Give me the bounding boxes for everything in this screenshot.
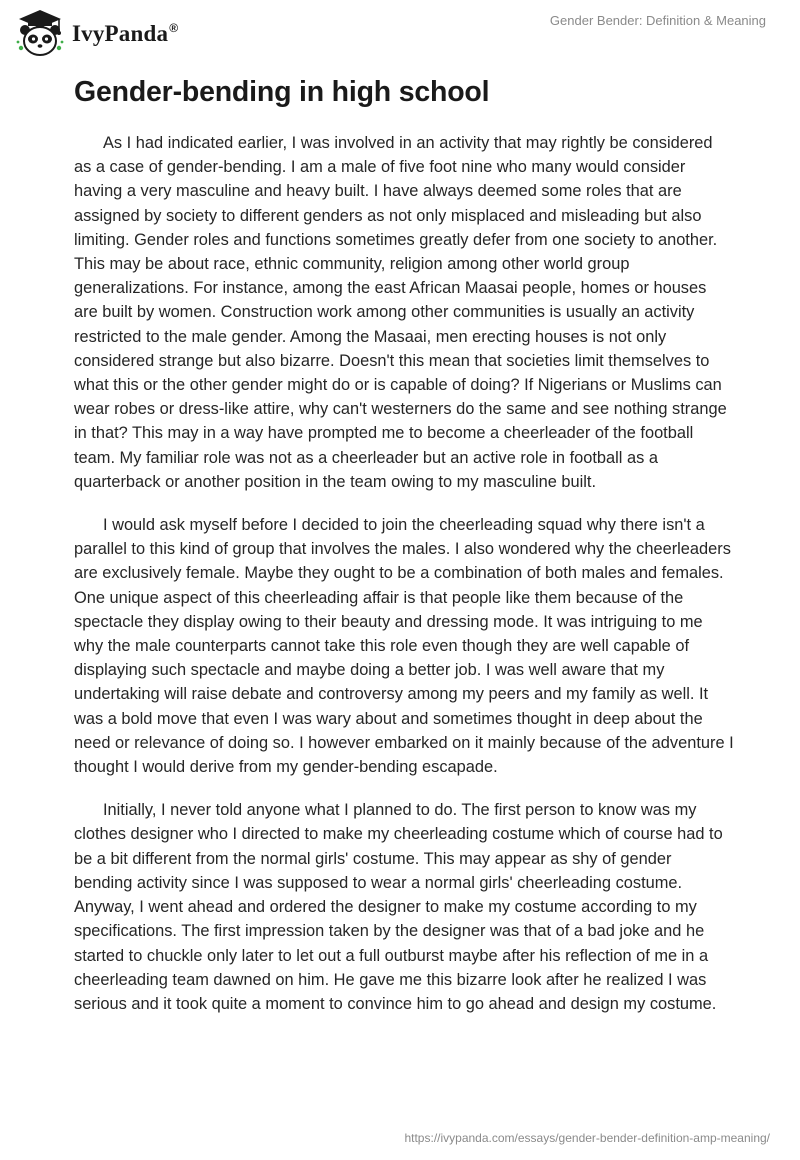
paragraph-1: As I had indicated earlier, I was involved in an activity that may rightly be considered as a case of gender-bending. I am a male of five foot nine who many would consider having a very masculine and heavy built. I have always deemed some roles that are assigned by society to different genders as not only misplaced and misleading but also limiting. Gender roles and functions sometimes greatly defer from one society to another. This may be about race, ethnic community, religion among other world group generalizations. For instance, among the east African Maasai people, homes or houses are built by women. Construction work among other communities is usually an activity restricted to the male gender. Among the Masaai, men erecting houses is not only considered strange but also bizarre. Doesn't this mean that societies limit themselves to what this or the other gender might do or is capable of doing? If Nigerians or Muslims can wear robes or dress-like attire, why can't westerners do the same and see nothing strange in that? This may in a way have prompted me to become a cheerleader of the football team. My familiar role was not as a cheerleader but an active role in football as a quarterback or another position in the team owing to my masculine built. xyxy=(74,134,727,491)
panda-graduation-cap-icon xyxy=(14,8,66,58)
paragraph-3: Initially, I never told anyone what I planned to do. The first person to know was my clothes designer who I directed to make my cheerleading costume which of course had to be a bit different from the normal girls' costume. This may appear as shy of gender bending activity since I was supposed to wear a normal girls' cheerleading costume. Anyway, I went ahead and ordered the designer to make my costume according to my specifications. The first impression taken by the designer was that of a bad joke and he started to chuckle only later to let out a full outburst maybe after his reflection of me in a cheerleading team dawned on him. He gave me this bizarre look after he realized I was serious and it took quite a moment to convince him to go ahead and design my costume. xyxy=(74,801,723,1013)
registered-mark: ® xyxy=(169,21,179,36)
essay-content xyxy=(74,74,734,1035)
brand-name xyxy=(72,21,178,47)
brand-logo[interactable] xyxy=(14,8,178,58)
brand-name-text: IvyPanda xyxy=(72,21,169,46)
paragraph-2: I would ask myself before I decided to join the cheerleading squad why there isn't a parallel to this kind of group that involves the males. I also wondered why the cheerleaders are exclusively female. Maybe they ought to be a combination of both males and females. One unique aspect of this cheerleading affair is that people like them because of the spectacle they display owing to their beauty and dressing mode. It was intriguing to me why the male counterparts cannot take this role even though they are well capable of displaying such spectacle and maybe doing a better job. I was well aware that my undertaking will raise debate and controversy among my peers and my family as well. It was a bold move that even I was wary about and sometimes thought in deep about the need or relevance of doing so. I however embarked on it mainly because of the adventure I thought I would derive from my gender-bending escapade. xyxy=(74,516,734,777)
source-url[interactable]: https://ivypanda.com/essays/gender-bender-definition-amp-meaning/ xyxy=(404,1131,770,1145)
document-title: Gender Bender: Definition & Meaning xyxy=(549,13,766,28)
section-heading: Gender-bending in high school xyxy=(74,76,490,108)
page-header xyxy=(0,0,800,70)
